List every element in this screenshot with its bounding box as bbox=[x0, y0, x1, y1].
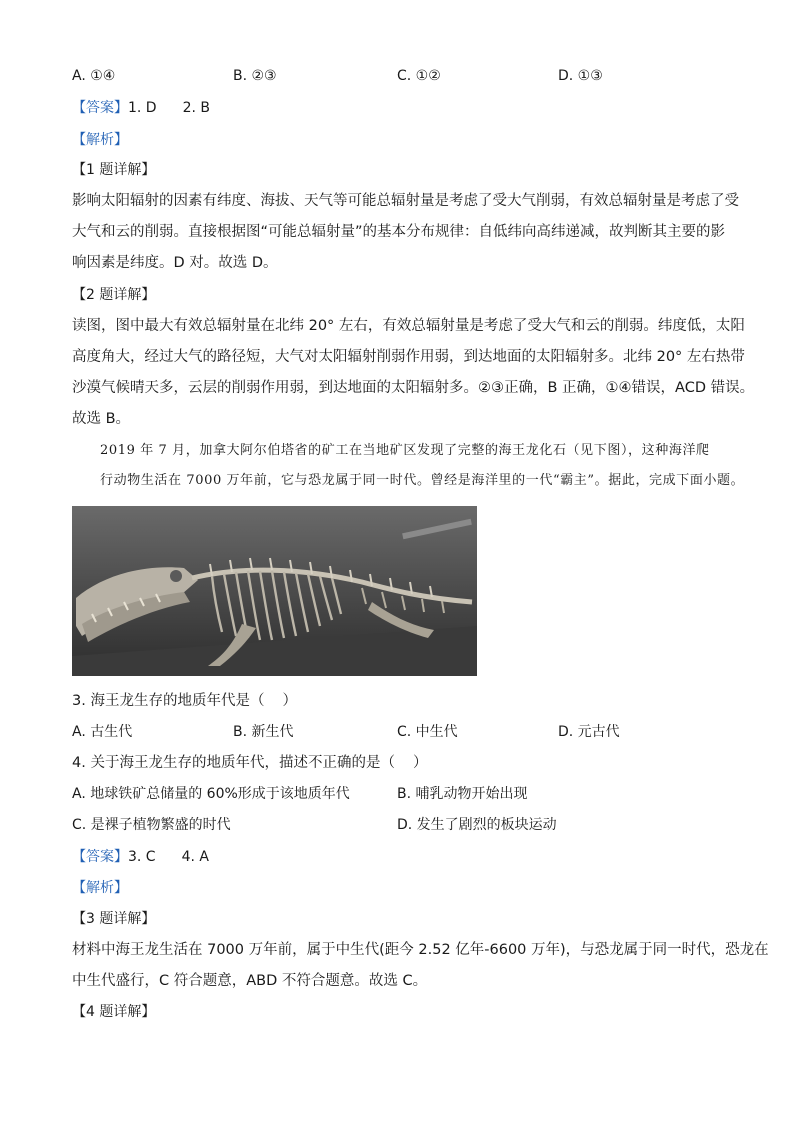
mosasaur-fossil-image bbox=[72, 506, 477, 676]
q2-line-3: 沙漠气候晴天多，云层的削弱作用弱，到达地面的太阳辐射多。②③正确，B 正确，①④错误，ACD 错误。 bbox=[72, 380, 755, 396]
answer-2: 2. B bbox=[182, 100, 211, 116]
q3-option-d[interactable]: D. 元古代 bbox=[558, 724, 620, 740]
q3-stem-end: ） bbox=[282, 693, 297, 709]
q12-option-c[interactable]: C. ①② bbox=[397, 68, 441, 84]
q3-line-2: 中生代盛行，C 符合题意，ABD 不符合题意。故选 C。 bbox=[72, 973, 428, 989]
q4-options-row-2 bbox=[72, 815, 732, 835]
q12-option-a[interactable]: A. ①④ bbox=[72, 68, 116, 84]
q3-option-c[interactable]: C. 中生代 bbox=[397, 724, 458, 740]
q4-option-a[interactable]: A. 地球铁矿总储量的 60%形成于该地质年代 bbox=[72, 786, 350, 802]
q12-option-d[interactable]: D. ①③ bbox=[558, 68, 603, 84]
q2-line-2: 高度角大，经过大气的路径短，大气对太阳辐射削弱作用弱，到达地面的太阳辐射多。北纬 20° 左右热带 bbox=[72, 349, 745, 365]
q2-detail-tag bbox=[72, 285, 155, 305]
answer-1: 1. D bbox=[128, 100, 157, 116]
answer-3: 3. C bbox=[128, 849, 156, 865]
q1-line-1: 影响太阳辐射的因素有纬度、海拔、天气等可能总辐射量是考虑了受大气削弱，有效总辐射量是考虑了受 bbox=[72, 193, 739, 209]
q4-stem bbox=[72, 753, 732, 773]
intro-line-1: 2019 年 7 月，加拿大阿尔伯塔省的矿工在当地矿区发现了完整的海王龙化石（见下图），这种海洋爬 bbox=[100, 443, 710, 458]
q4-option-c[interactable]: C. 是裸子植物繁盛的时代 bbox=[72, 817, 231, 833]
q4-stem-end: ） bbox=[412, 755, 428, 771]
answer-4: 4. A bbox=[181, 849, 209, 865]
q3-stem bbox=[72, 691, 732, 711]
intro-line-2: 行动物生活在 7000 万年前，它与恐龙属于同一时代。曾经是海洋里的一代“霸主”。据此，完成下面小题。 bbox=[100, 473, 745, 488]
analysis-tag-2: 【解析】 bbox=[72, 880, 128, 896]
answer-tag: 【答案】 bbox=[72, 100, 128, 116]
q4-stem-text: 4. 关于海王龙生存的地质年代，描述不正确的是（ bbox=[72, 755, 395, 771]
q1-detail-tag bbox=[72, 160, 155, 180]
q4-option-b[interactable]: B. 哺乳动物开始出现 bbox=[397, 786, 528, 802]
q4-option-d[interactable]: D. 发生了剧烈的板块运动 bbox=[397, 817, 557, 833]
q12-options bbox=[72, 66, 732, 86]
q4-detail-tag bbox=[72, 1002, 155, 1022]
q2-detail-tag-text: 【2 题详解】 bbox=[72, 287, 156, 303]
answer-12 bbox=[72, 98, 210, 118]
q1-line-3: 响因素是纬度。D 对。故选 D。 bbox=[72, 255, 278, 271]
q3-stem-text: 3. 海王龙生存的地质年代是（ bbox=[72, 693, 265, 709]
q3-option-a[interactable]: A. 古生代 bbox=[72, 724, 133, 740]
q3-detail-tag bbox=[72, 909, 155, 929]
q4-detail-tag-text: 【4 题详解】 bbox=[72, 1004, 156, 1020]
q2-line-4: 故选 B。 bbox=[72, 411, 131, 427]
analysis-tag-1: 【解析】 bbox=[72, 132, 128, 148]
q3-options bbox=[72, 722, 732, 742]
answer-tag-2: 【答案】 bbox=[72, 849, 128, 865]
q1-detail-tag-text: 【1 题详解】 bbox=[72, 162, 156, 178]
q3-detail-tag-text: 【3 题详解】 bbox=[72, 911, 156, 927]
answer-34 bbox=[72, 847, 209, 867]
q4-options-row-1 bbox=[72, 784, 732, 804]
q2-line-1: 读图，图中最大有效总辐射量在北纬 20° 左右，有效总辐射量是考虑了受大气和云的削弱。纬度低，太阳 bbox=[72, 318, 745, 334]
fossil-skeleton-illustration bbox=[72, 506, 477, 676]
q12-option-b[interactable]: B. ②③ bbox=[233, 68, 277, 84]
q3-line-1: 材料中海王龙生活在 7000 万年前，属于中生代(距今 2.52 亿年-6600 万年)，与恐龙属于同一时代，恐龙在 bbox=[72, 942, 769, 958]
q3-option-b[interactable]: B. 新生代 bbox=[233, 724, 294, 740]
q1-line-2: 大气和云的削弱。直接根据图“可能总辐射量”的基本分布规律：自低纬向高纬递减，故判断其主要的影 bbox=[72, 224, 726, 240]
